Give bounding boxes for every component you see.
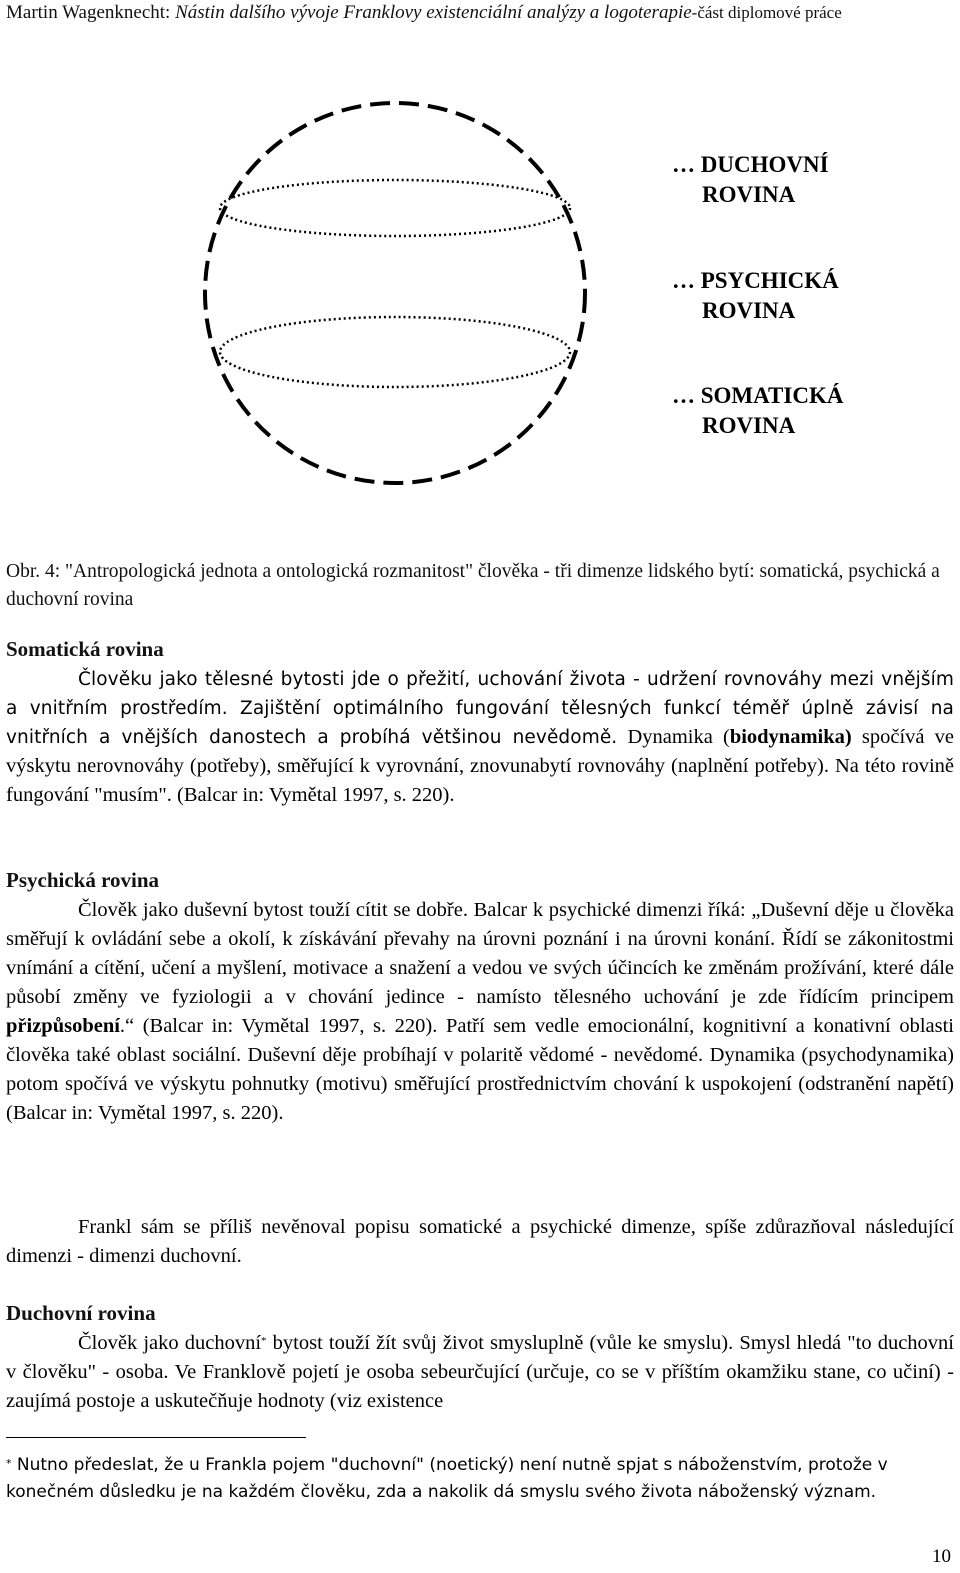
- header-title: Nástin dalšího vývoje Franklovy existenciální analýzy a logoterapie: [175, 2, 692, 23]
- paragraph-spiritual: [6, 1329, 954, 1416]
- footnote-divider: [6, 1437, 306, 1438]
- frankl-text: Frankl sám se příliš nevěnoval popisu somatické a psychické dimenze, spíše zdůrazňoval následující dimenzi - dimenzi duchovní.: [6, 1216, 954, 1267]
- sphere-diagram: [190, 95, 610, 505]
- spiritual-text-b: bytost touží žít svůj život smysluplně (vůle ke smyslu). Smysl hledá "to duchovní v člověku" - osoba. Ve Franklově pojetí je osoba sebeurčující (určuje, co se v příštím okamžiku stane, co učiní) - zaujímá postoje a uskutečňuje hodnoty (viz existence: [6, 1332, 954, 1412]
- label-somatic-line2: ROVINA: [702, 413, 796, 438]
- page-number: 10: [932, 1546, 951, 1567]
- footnote-text: Nutno předeslat, že u Frankla pojem "duchovní" (noetický) není nutně spjat s náboženstvím, protože v konečném důsledku je na každém člověku, zda a nakolik dá smyslu svého života náboženský význam.: [6, 1455, 888, 1502]
- figure-caption: Obr. 4: "Antropologická jednota a ontologická rozmanitost" člověka - tři dimenze lidského bytí: somatická, psychická a duchovní rovina: [6, 561, 940, 610]
- psychic-plane-ellipse: [220, 317, 570, 387]
- running-header: [6, 2, 956, 24]
- outer-sphere: [205, 103, 585, 483]
- footnote: [6, 1452, 952, 1506]
- footnote-mark: *: [6, 1457, 12, 1470]
- psychic-text-end: .“ (Balcar in: Vymětal 1997, s. 220). Patří sem vedle emocionální, kognitivní a konativní oblasti člověka také oblast sociální. Duševní děje probíhají v polaritě vědomé - nevědomé. Dynamika (psychodynamika) potom spočívá ve výskytu pohnutky (motivu) směřující prostřednictvím chování k uspokojení (odstranění napětí) (Balcar in: Vymětal 1997, s. 220).: [6, 1015, 954, 1124]
- paragraph-somatic: [6, 665, 954, 810]
- psychic-text-bold: přizpůsobení: [6, 1015, 120, 1037]
- somatic-text-1-content: Člověku jako tělesné bytosti jde o přežití, uchování života - udržení rovnováhy mezi vnějším a vnitřním prostředím. Zajištění optimálního fungování tělesných funkcí téměř úplně závisí na vnitřních a vnějších danostech a probíhá většinou nevědomě.: [6, 669, 954, 748]
- label-somatic-plane: [672, 381, 843, 441]
- label-psychic-line2: ROVINA: [702, 298, 796, 323]
- header-author: Martin Wagenknecht:: [6, 2, 171, 23]
- label-spiritual-line2: ROVINA: [702, 182, 796, 207]
- spiritual-text-a: Člověk jako duchovní: [78, 1332, 262, 1354]
- label-somatic-line1: … SOMATICKÁ: [672, 383, 844, 408]
- section-title-spiritual: Duchovní rovina: [6, 1301, 156, 1325]
- footnote-reference[interactable]: *: [261, 1335, 267, 1347]
- psychic-text: Člověk jako duševní bytost touží cítit se dobře. Balcar k psychické dimenzi říká: „Duševní děje u člověka směřují k ovládání sebe a okolí, k získávání převahy na úrovni poznání i na úrovni konání. Řídí se zákonitostmi vnímání a cítění, učení a myšlení, motivace a snažení a vedou ve svých účincích ke změnám prožívání, které dále působí změny ve fyziologii a v chování jedince - namísto tělesného uchování je zde řídícím principem: [6, 899, 954, 1008]
- paragraph-psychic: [6, 896, 954, 1128]
- somatic-text-2a: Dynamika (: [627, 726, 730, 748]
- somatic-text-bold: biodynamika): [729, 726, 852, 748]
- label-psychic-plane: [672, 266, 839, 326]
- section-title-psychic: Psychická rovina: [6, 868, 160, 892]
- paragraph-frankl: [6, 1213, 954, 1271]
- header-suffix: -část diplomové práce: [691, 3, 842, 22]
- label-spiritual-plane: [672, 150, 829, 210]
- somatic-text-2b: spočívá ve výskytu nerovnováhy (potřeby), směřující k vyrovnání, znovunabytí rovnováhy (naplnění potřeby). Na této rovině fungování "musím". (Balcar in: Vymětal 1997, s. 220).: [6, 726, 954, 806]
- label-psychic-line1: … PSYCHICKÁ: [672, 268, 839, 293]
- spiritual-plane-ellipse: [220, 180, 570, 236]
- label-spiritual-line1: … DUCHOVNÍ: [672, 152, 829, 177]
- section-title-somatic: Somatická rovina: [6, 637, 164, 661]
